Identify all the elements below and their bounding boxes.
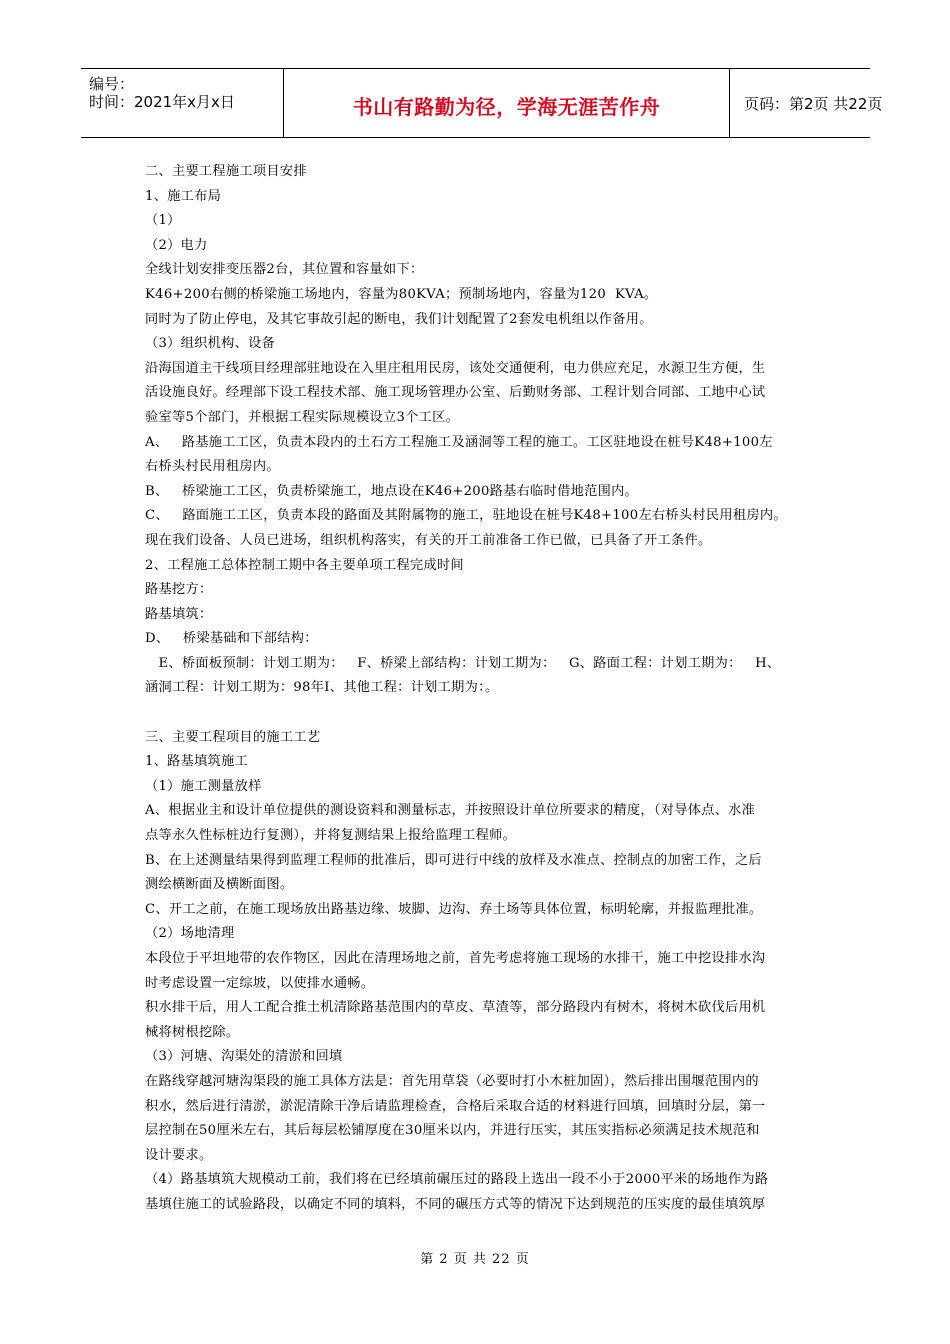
body-paragraph: 验室等5个部门，并根据工程实际规模设立3个工区。 bbox=[145, 409, 460, 425]
body-paragraph: 2、工程施工总体控制工期中各主要单项工程完成时间 bbox=[145, 557, 464, 573]
body-paragraph: （3）河塘、沟渠处的清淤和回填 bbox=[145, 1049, 343, 1065]
body-paragraph: 同时为了防止停电，及其它事故引起的断电，我们计划配置了2套发电机组以作备用。 bbox=[145, 311, 653, 327]
body-paragraph: 现在我们设备、人员已进场，组织机构落实，有关的开工前准备工作已做，已具备了开工条件。 bbox=[145, 532, 712, 548]
body-paragraph: 二、主要工程施工项目安排 bbox=[145, 164, 307, 179]
body-paragraph: B、 桥梁施工工区，负责桥梁施工，地点设在K46+200路基右临时借地范围内。 bbox=[145, 483, 639, 499]
body-paragraph: C、 路面施工工区，负责本段的路面及其附属物的施工，驻地设在桩号K48+100左右桥头村民用租房内。 bbox=[145, 508, 787, 524]
body-paragraph: 点等永久性标桩边行复测），并将复测结果上报给监理工程师。 bbox=[145, 828, 517, 844]
body-paragraph: D、 桥梁基础和下部结构： bbox=[145, 631, 318, 647]
document-body bbox=[145, 160, 815, 1218]
body-paragraph: 基填住施工的试验路段，以确定不同的填料，不同的碾压方式等的情况下达到规范的压实度的最佳填筑厚 bbox=[145, 1196, 766, 1212]
body-paragraph: 三、主要工程项目的施工工艺 bbox=[145, 729, 321, 745]
footer-page-number: 第 2 页 共 22 页 bbox=[420, 1252, 530, 1267]
body-paragraph: A、根据业主和设计单位提供的测设资料和测量标志，并按照设计单位所要求的精度，（对导体点、水准 bbox=[145, 803, 756, 819]
body-paragraph: 在路线穿越河塘沟渠段的施工具体方法是：首先用草袋（必要时打小木桩加固），然后排出围堰范围内的 bbox=[145, 1073, 759, 1089]
header-meta bbox=[81, 69, 284, 137]
header-page-cell bbox=[730, 69, 883, 137]
body-paragraph: E、桥面板预制：计划工期为： F、桥梁上部结构：计划工期为： G、路面工程：计划工期为： H、 bbox=[145, 655, 781, 671]
body-paragraph: （2）场地清理 bbox=[145, 926, 235, 942]
body-paragraph: K46+200右侧的桥梁施工场地内，容量为80KVA；预制场地内，容量为120 KVA。 bbox=[145, 286, 658, 302]
body-paragraph: （1）施工测量放样 bbox=[145, 778, 262, 794]
body-paragraph: 设计要求。 bbox=[145, 1147, 213, 1163]
body-paragraph: 沿海国道主干线项目经理部驻地设在入里庄租用民房，该处交通便利，电力供应充足，水源卫生方便，生 bbox=[145, 360, 766, 376]
body-paragraph: （4）路基填筑大规模动工前，我们将在已经填前碾压过的路段上选出一段不小于2000平米的场地作为路 bbox=[145, 1172, 769, 1188]
body-paragraph: 右桥头村民用租房内。 bbox=[145, 459, 280, 475]
body-paragraph: （2）电力 bbox=[145, 237, 208, 253]
body-paragraph: 械将树根挖除。 bbox=[145, 1024, 240, 1040]
body-paragraph: 活设施良好。经理部下设工程技术部、施工现场管理办公室、后勤财务部、工程计划合同部、工地中心试 bbox=[145, 385, 766, 401]
body-paragraph: 涵洞工程：计划工期为：98年I、其他工程：计划工期为：。 bbox=[145, 680, 499, 696]
page-header bbox=[81, 68, 883, 138]
body-paragraph: 本段位于平坦地带的农作物区，因此在清理场地之前，首先考虑将施工现场的水排干，施工中挖设排水沟 bbox=[145, 951, 766, 966]
body-paragraph: （1） bbox=[145, 213, 181, 229]
body-paragraph: 路基挖方： bbox=[145, 582, 213, 598]
body-paragraph: A、 路基施工工区，负责本段内的土石方工程施工及涵洞等工程的施工。工区驻地设在桩号K48+100左 bbox=[145, 434, 773, 450]
header-motto: 书山有路勤为径，学海无涯苦作舟 bbox=[352, 95, 661, 119]
body-paragraph: B、在上述测量结果得到监理工程师的批准后，即可进行中线的放样及水准点、控制点的加密工作，之后 bbox=[145, 852, 762, 868]
header-page-info: 页码：第2页 共22页 bbox=[744, 95, 883, 113]
body-paragraph: 1、路基填筑施工 bbox=[145, 754, 249, 770]
document-number-label: 编号： bbox=[89, 75, 135, 93]
body-paragraph: 积水，然后进行清淤，淤泥清除干净后请监理检查，合格后采取合适的材料进行回填，回填时分层，第一 bbox=[145, 1098, 766, 1114]
body-paragraph: 时考虑设置一定综坡，以使排水通畅。 bbox=[145, 975, 375, 991]
body-paragraph: 路基填筑： bbox=[145, 606, 213, 622]
body-paragraph: 1、施工布局 bbox=[145, 188, 222, 204]
body-paragraph: （3）组织机构、设备 bbox=[145, 336, 276, 352]
body-paragraph: 层控制在50厘米左右，其后每层松铺厚度在30厘米以内，并进行压实，其压实指标必须满足技术规范和 bbox=[145, 1123, 760, 1139]
body-paragraph: 测绘横断面及横断面图。 bbox=[145, 877, 294, 893]
body-paragraph: C、开工之前，在施工现场放出路基边缘、坡脚、边沟、弃土场等具体位置，标明轮廓，并报监理批准。 bbox=[145, 901, 763, 917]
page-footer bbox=[0, 1248, 950, 1267]
body-paragraph: 全线计划安排变压器2台，其位置和容量如下： bbox=[145, 262, 424, 278]
document-date-label: 时间：2021年x月x日 bbox=[89, 93, 235, 111]
header-motto-cell bbox=[284, 69, 730, 137]
body-paragraph: 积水排干后，用人工配合推土机清除路基范围内的草皮、草渣等，部分路段内有树木，将树木砍伐后用机 bbox=[145, 1000, 766, 1016]
body-paragraph bbox=[145, 701, 815, 726]
